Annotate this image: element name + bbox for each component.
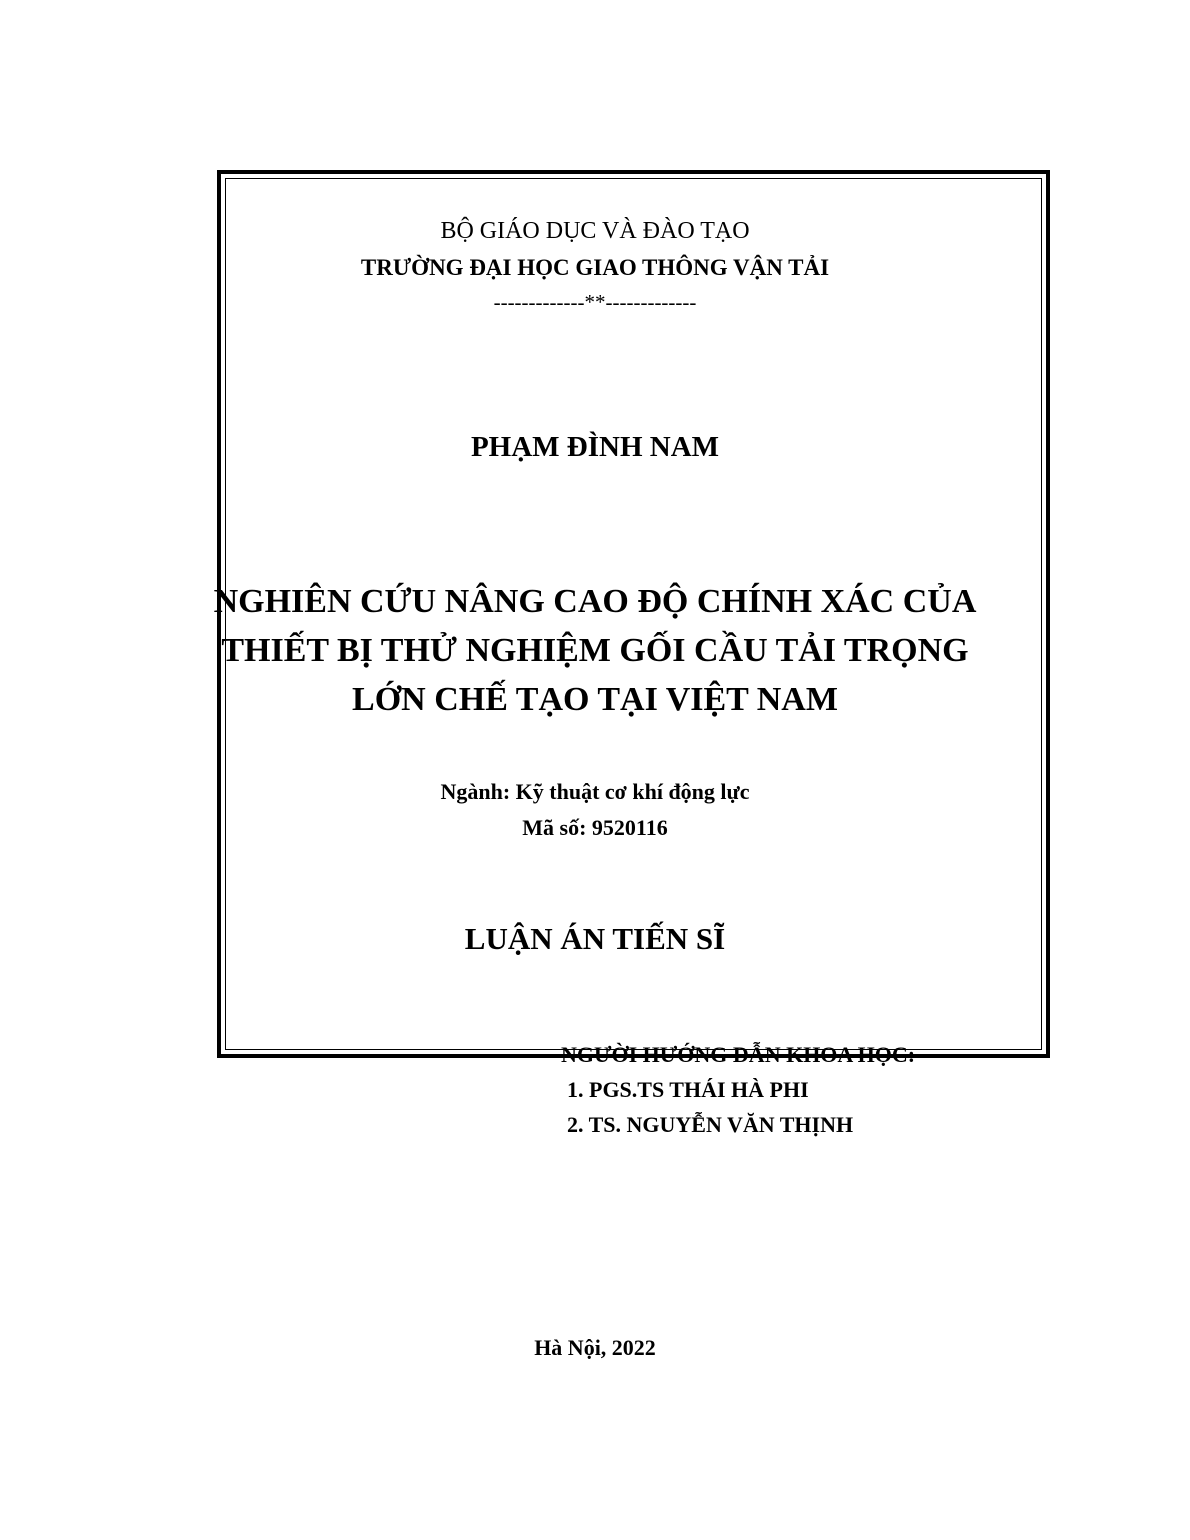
field-major: Ngành: Kỹ thuật cơ khí động lực [440,779,750,804]
university-name: TRƯỜNG ĐẠI HỌC GIAO THÔNG VẬN TẢI [360,255,830,280]
thesis-title-line-1: NGHIÊN CỨU NÂNG CAO ĐỘ CHÍNH XÁC CỦA [213,583,977,620]
thesis-title-line-2: THIẾT BỊ THỬ NGHIỆM GỐI CẦU TẢI TRỌNG [221,632,969,669]
advisors-heading: NGƯỜI HƯỚNG DẪN KHOA HỌC: [561,1042,916,1067]
advisor-item-2: 2. TS. NGUYỄN VĂN THỊNH [567,1112,854,1137]
ministry-name: BỘ GIÁO DỤC VÀ ĐÀO TẠO [440,218,750,244]
advisor-item-1: 1. PGS.TS THÁI HÀ PHI [567,1077,809,1102]
field-code: Mã số: 9520116 [522,815,668,840]
degree-title: LUẬN ÁN TIẾN SĨ [464,921,726,956]
place-and-year: Hà Nội, 2022 [534,1335,656,1360]
author-name: PHẠM ĐÌNH NAM [470,431,720,463]
thesis-title-line-3: LỚN CHẾ TẠO TẠI VIỆT NAM [352,681,838,718]
separator-line: -------------**------------- [493,290,697,314]
